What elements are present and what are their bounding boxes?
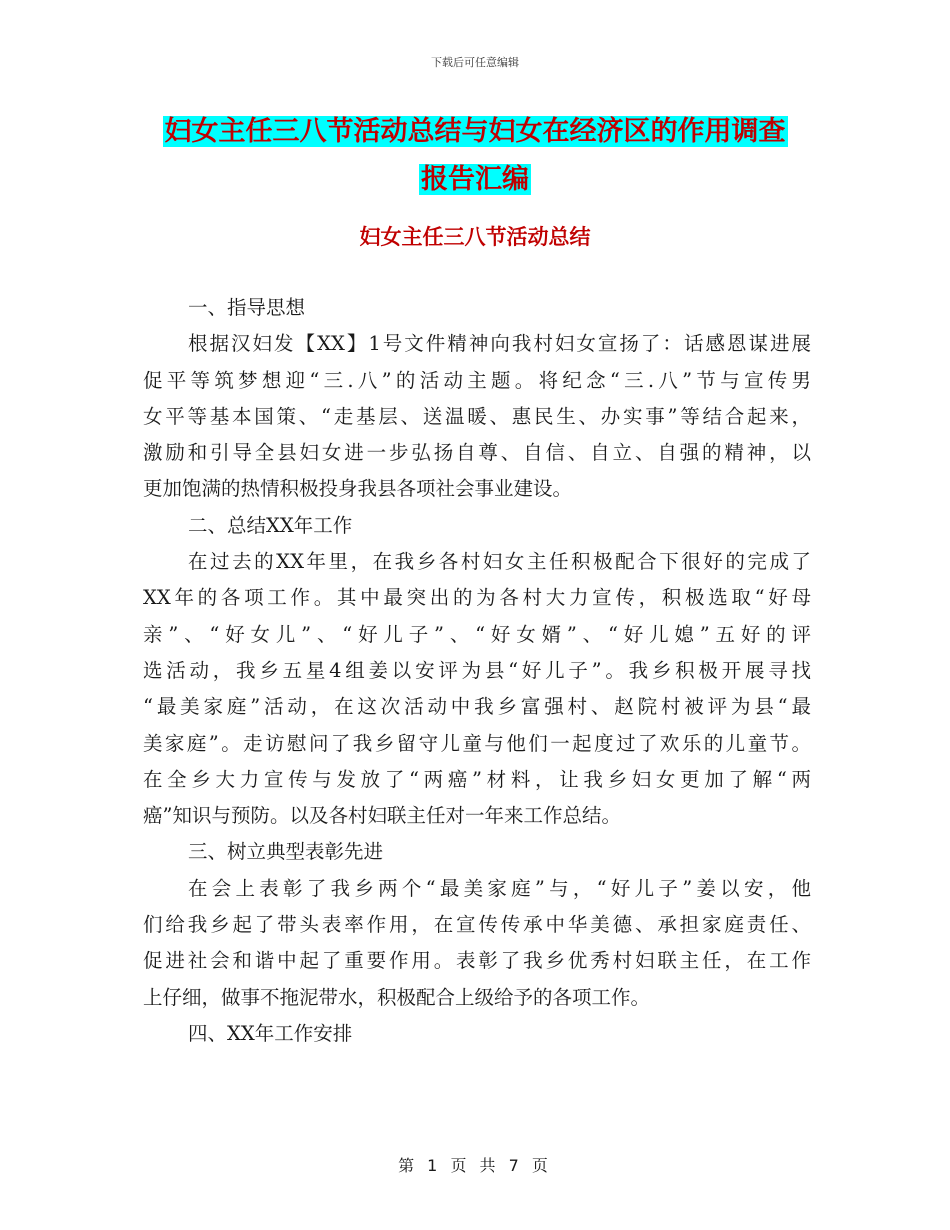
paragraph-line: 在全乡大力宣传与发放了“两癌”材料，让我乡妇女更加了解“两 [143, 767, 811, 791]
paragraph-line: 在会上表彰了我乡两个“最美家庭”与，“好儿子”姜以安，他 [188, 876, 811, 900]
document-body [143, 290, 811, 1052]
paragraph-line: 们给我乡起了带头表率作用，在宣传传承中华美德、承担家庭责任、 [143, 913, 811, 937]
section-title: 妇女主任三八节活动总结 [359, 225, 591, 249]
title-line-2: 报告汇编 [421, 164, 529, 195]
paragraph-line: 亲”、“好女儿”、“好儿子”、“好女婿”、“好儿媳”五好的评 [143, 622, 811, 646]
paragraph-line: “最美家庭”活动，在这次活动中我乡富强村、赵院村被评为县“最 [143, 695, 811, 719]
document-title [0, 108, 950, 204]
paragraph-line: 激励和引导全县妇女进一步弘扬自尊、自信、自立、自强的精神，以 [143, 441, 811, 465]
paragraph-line: 在过去的XX年里，在我乡各村妇女主任积极配合下很好的完成了 [188, 550, 811, 574]
header-note: 下载后可任意编辑 [431, 56, 519, 69]
paragraph-line: 选活动，我乡五星4组姜以安评为县“好儿子”。我乡积极开展寻找 [143, 658, 811, 682]
paragraph-line: 美家庭”。走访慰问了我乡留守儿童与他们一起度过了欢乐的儿童节。 [143, 731, 811, 755]
paragraph-line: 癌”知识与预防。以及各村妇联主任对一年来工作总结。 [143, 804, 621, 828]
paragraph-line: 促进社会和谐中起了重要作用。表彰了我乡优秀村妇联主任，在工作 [143, 949, 811, 973]
heading-work-plan: 四、XX年工作安排 [188, 1021, 353, 1045]
heading-commendation: 三、树立典型表彰先进 [188, 840, 384, 864]
page-footer: 第 1 页 共 7 页 [398, 1156, 552, 1175]
paragraph-line: 更加饱满的热情积极投身我县各项社会事业建设。 [143, 477, 573, 501]
heading-guiding-thought: 一、指导思想 [188, 296, 306, 319]
paragraph-line: 上仔细，做事不拖泥带水，积极配合上级给予的各项工作。 [143, 985, 651, 1009]
paragraph-line: 根据汉妇发【XX】1号文件精神向我村妇女宣扬了：话感恩谋进展 [188, 332, 811, 356]
paragraph-line: 促平等筑梦想迎“三.八”的活动主题。将纪念“三.八”节与宣传男 [143, 368, 811, 392]
heading-work-summary: 二、总结XX年工作 [188, 513, 353, 537]
title-line-1: 妇女主任三八节活动总结与妇女在经济区的作用调查 [164, 116, 786, 147]
paragraph-line: 女平等基本国策、“走基层、送温暖、惠民生、办实事”等结合起来， [143, 404, 811, 428]
paragraph-line: XX年的各项工作。其中最突出的为各村大力宣传，积极选取“好母 [143, 586, 811, 610]
